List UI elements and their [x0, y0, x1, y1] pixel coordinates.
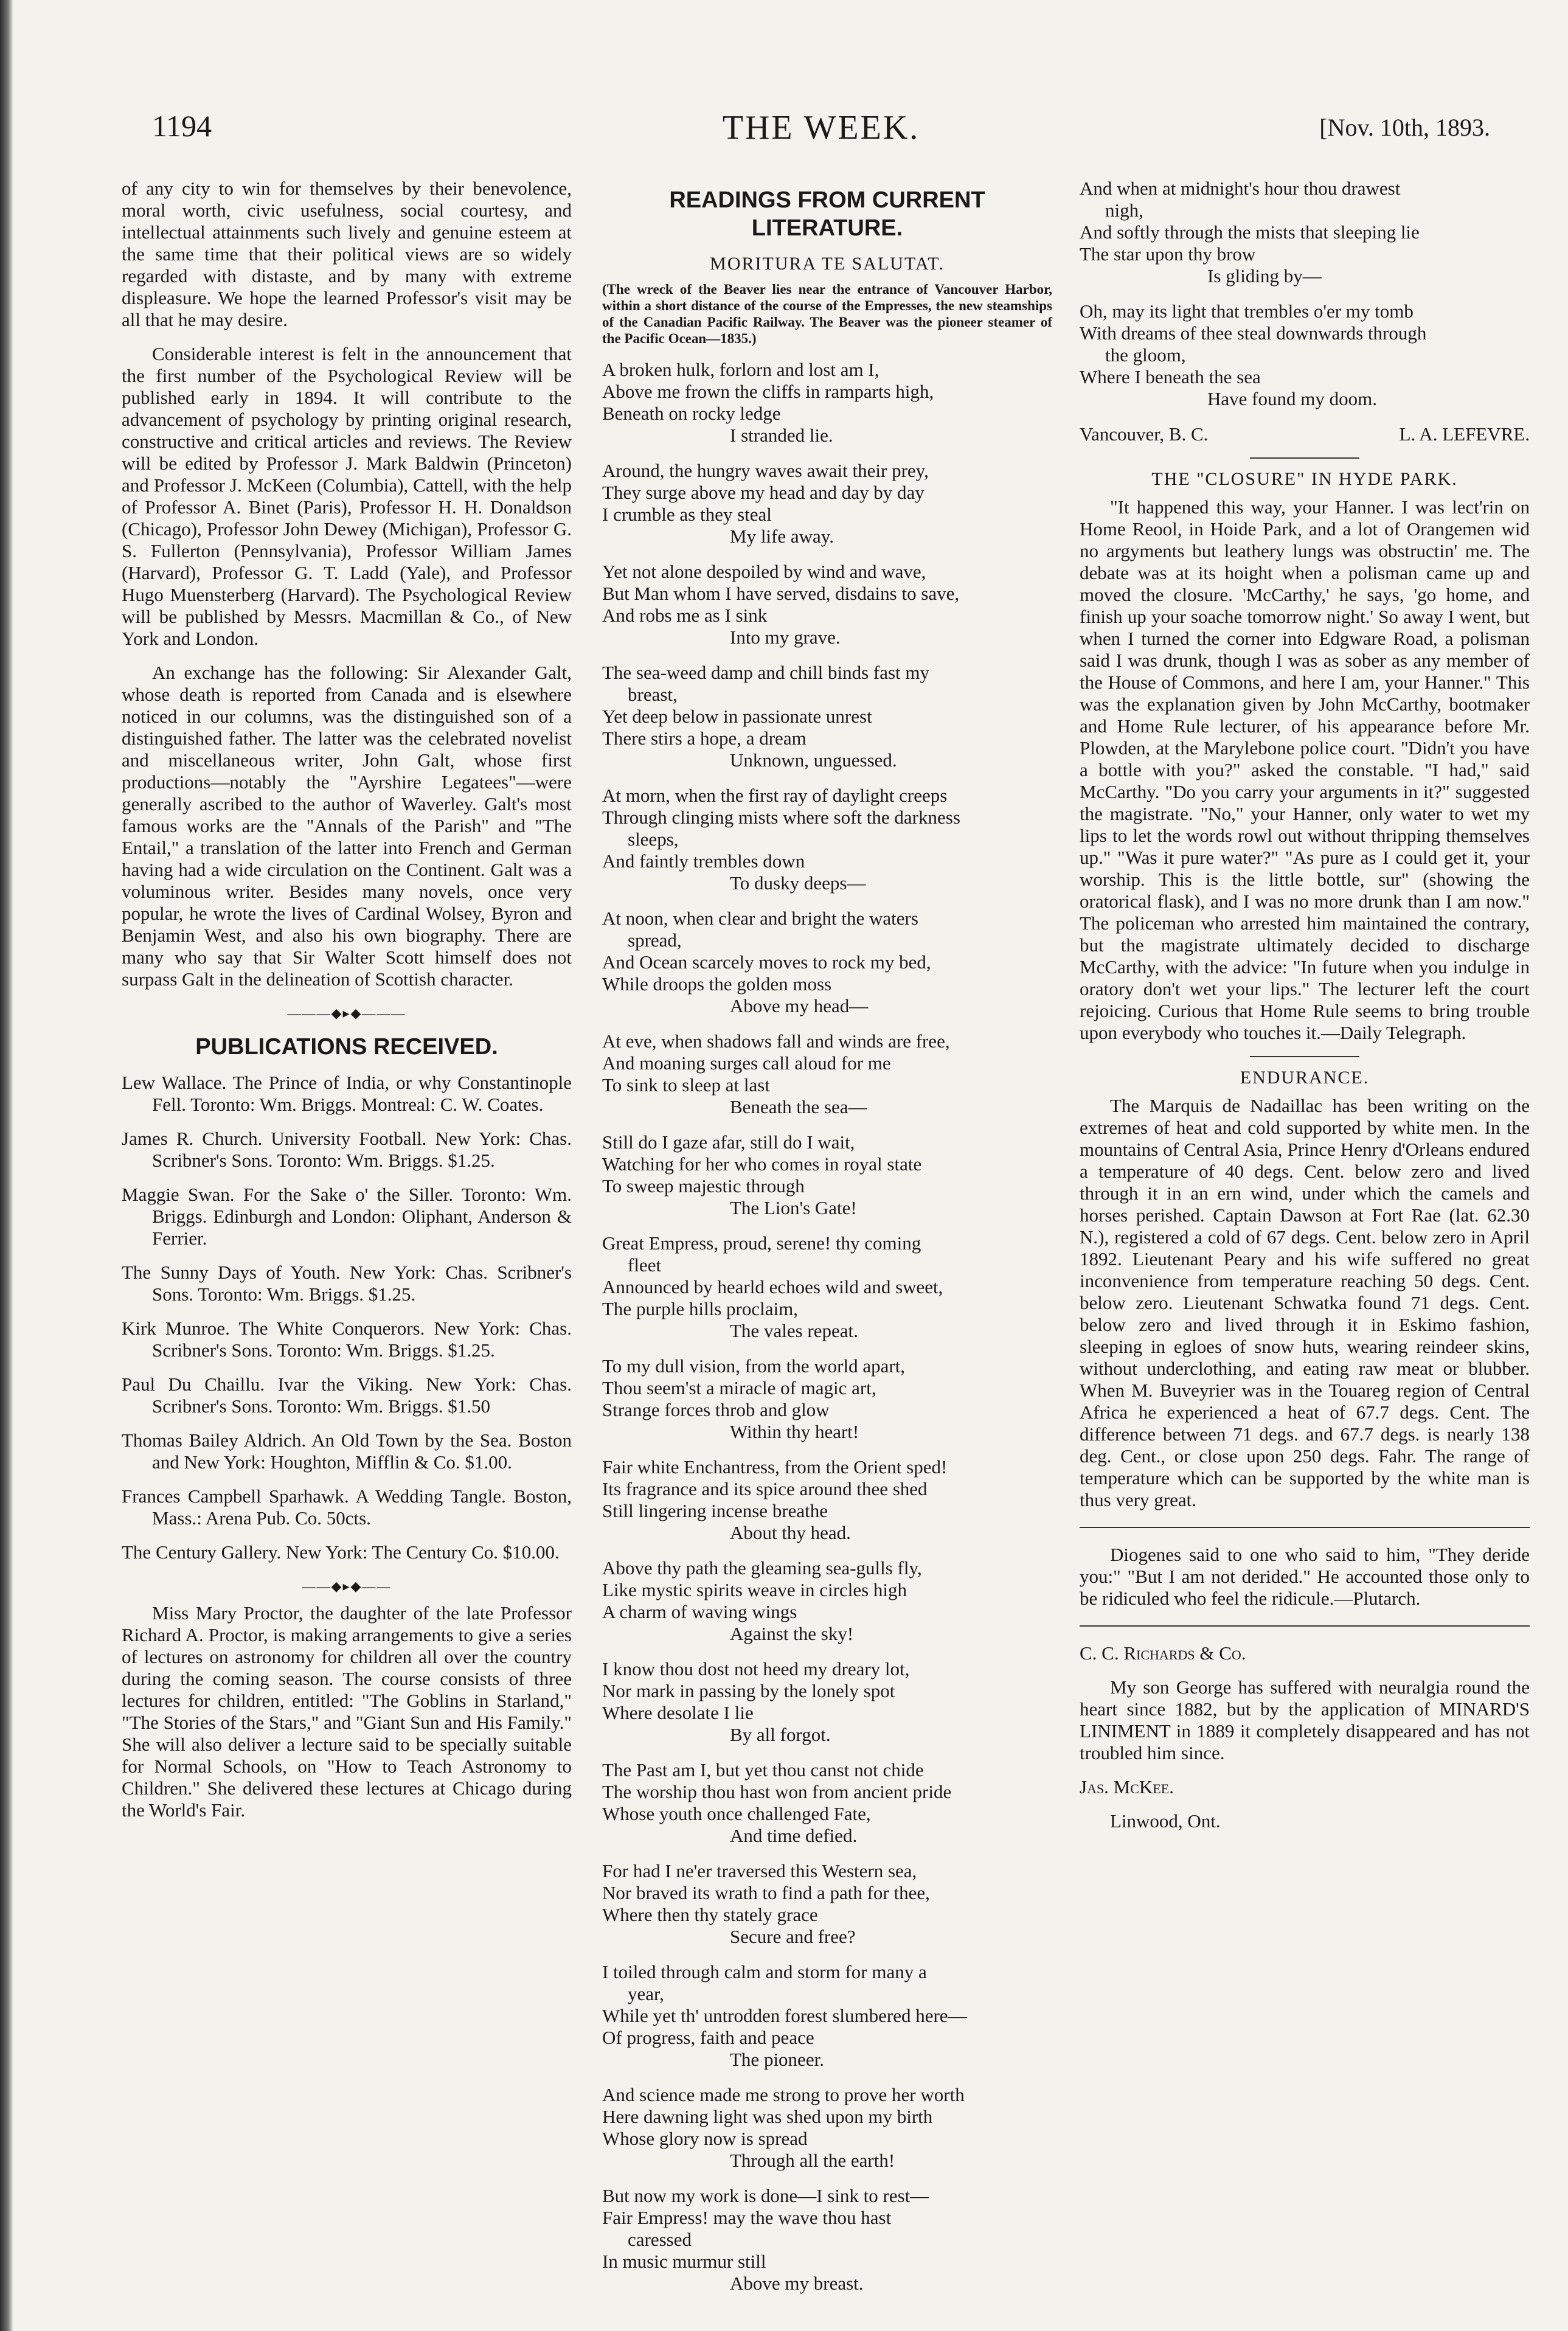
poem-line: About thy head. — [730, 1522, 851, 1543]
column-middle — [602, 178, 1052, 2308]
poem-line: They surge above my head and day by day — [602, 482, 924, 503]
readings-heading: READINGS FROM CURRENT LITERATURE. — [669, 187, 985, 241]
poem-line: Yet deep below in passionate unrest — [602, 706, 872, 727]
poem-line: At noon, when clear and bright the waters — [602, 908, 918, 929]
publications-list — [122, 1072, 572, 1563]
poem-stanza — [602, 1961, 1052, 2071]
poem-stanza — [602, 1456, 1052, 1544]
poem-line: Through clinging mists where soft the darkness — [602, 807, 960, 828]
divider-rule — [1080, 1527, 1530, 1528]
divider-rule — [1250, 1056, 1359, 1057]
poem-line: And faintly trembles down — [602, 850, 805, 872]
poem-line: To sweep majestic through — [602, 1175, 805, 1197]
poem-line: A broken hulk, forlorn and lost am I, — [602, 359, 879, 380]
poem-line: The sea-weed damp and chill binds fast my — [602, 662, 930, 683]
poem-line: Fair white Enchantress, from the Orient sped! — [602, 1456, 948, 1478]
poem-line: Strange forces throb and glow — [602, 1399, 830, 1420]
publication-item: Paul Du Chaillu. Ivar the Viking. New York: Chas. Scribner's Sons. Toronto: Wm. Briggs. $1.50 — [122, 1374, 572, 1417]
poem-stanza — [602, 359, 1052, 446]
poem-line: Nor mark in passing by the lonely spot — [602, 1680, 895, 1701]
poem-line: The pioneer. — [730, 2049, 824, 2070]
publication-item: Thomas Bailey Aldrich. An Old Town by the Sea. Boston and New York: Houghton, Mifflin & Co. $1.00. — [122, 1430, 572, 1473]
page-header — [152, 108, 1490, 157]
ornament-divider: ——◆▸◆—— — [302, 1579, 392, 1594]
poem-line: And time defied. — [730, 1825, 858, 1846]
publication-item: James R. Church. University Football. New York: Chas. Scribner's Sons. Toronto: Wm. Briggs. $1.25. — [122, 1128, 572, 1171]
poem-line: Announced by hearld echoes wild and sweet, — [602, 1276, 943, 1298]
poem-line: Where then thy stately grace — [602, 1904, 818, 1925]
ornament-divider: ———◆▸◆——— — [287, 1006, 406, 1021]
poem-line: I know thou dost not heed my dreary lot, — [602, 1658, 910, 1680]
poem-line: But Man whom I have served, disdains to save, — [602, 583, 960, 604]
poem-line: caressed — [628, 2229, 692, 2250]
poem-stanza — [602, 2185, 1052, 2295]
poem-line: Here dawning light was shed upon my birth — [602, 2106, 933, 2127]
poem-stanza — [1080, 178, 1530, 287]
poem-line: And science made me strong to prove her worth — [602, 2084, 965, 2105]
poem-line: To sink to sleep at last — [602, 1074, 770, 1096]
poem-line: The worship thou hast won from ancient pride — [602, 1781, 952, 1802]
poem-line: Around, the hungry waves await their prey, — [602, 460, 929, 481]
ad-testimonial: My son George has suffered with neuralgia round the heart since 1882, but by the application of MINARD'S LINIMENT in 1889 it completely disappeared and has not troubled him since. — [1080, 1676, 1530, 1763]
poem-line: While yet th' untrodden forest slumbered here— — [602, 2005, 967, 2026]
poem-line: And moaning surges call aloud for me — [602, 1052, 891, 1074]
poem-line: A charm of waving wings — [602, 1601, 797, 1622]
poem-line: To dusky deeps— — [730, 872, 866, 894]
poem-body — [602, 359, 1052, 2295]
poem-stanza — [1080, 300, 1530, 410]
poem-line: year, — [628, 1983, 664, 2004]
poem-line: Unknown, unguessed. — [730, 749, 897, 771]
poem-line: Its fragrance and its spice around thee shed — [602, 1478, 928, 1499]
poem-line: Oh, may its light that trembles o'er my tomb — [1080, 300, 1414, 322]
paragraph-professor-visit: of any city to win for themselves by their benevolence, moral worth, civic usefulness, social courtesy, and intellectual attainments such lively and genuine esteem at the same time that their political views are so widely regarded with distaste, and by many with extreme displeasure. We hope the learned Professor's visit may be all that he may desire. — [122, 178, 572, 330]
poem-line: Great Empress, proud, serene! thy coming — [602, 1232, 921, 1254]
poem-line: For had I ne'er traversed this Western sea, — [602, 1860, 917, 1881]
closure-title: THE "CLOSURE" IN HYDE PARK. — [1151, 469, 1458, 489]
issue-date: [Nov. 10th, 1893. — [1319, 114, 1490, 141]
poem-line: Nor braved its wrath to find a path for thee, — [602, 1882, 930, 1903]
poem-line: The vales repeat. — [730, 1320, 858, 1341]
poem-line: And robs me as I sink — [602, 605, 768, 626]
poem-line: Still lingering incense breathe — [602, 1500, 828, 1521]
paragraph-endurance: The Marquis de Nadaillac has been writing on the extremes of heat and cold supported by white men. In the mountains of Central Asia, Prince Henry d'Orleans endured a temperature of 40 degs. Cent. below zero and lived through it in an ern wind, under which the camels and horses perished. Captain Dawson at Fort Rae (lat. 62.30 N.), registered a cold of 67 degs. Cent. below zero in April 1892. Lieutenant Peary and his wife suffered no great inconvenience from temperature reaching 50 degs. Cent. below zero. Lieutenant Schwatka found 71 degs. Cent. below zero and lived through it in Eskimo fashion, sleeping in egloes of snow huts, wearing reindeer skins, without underclothing, and eating raw meat or blubber. When M. Buveyrier was in the Touareg region of Central Africa he experienced a heat of 67.7 degs. Cent. The difference between 71 degs. and 67.7 degs. is nearly 138 deg. Cent., or close upon 250 degs. Fahr. The range of temperature which can be supported by the white man is thus very great. — [1080, 1095, 1530, 1510]
poem-line: breast, — [628, 684, 678, 705]
poem-line: nigh, — [1105, 200, 1143, 221]
endurance-title: ENDURANCE. — [1240, 1068, 1370, 1088]
poem-line: The Past am I, but yet thou canst not chide — [602, 1759, 924, 1780]
poem-place: Vancouver, B. C. — [1080, 423, 1209, 445]
poem-line: Is gliding by— — [1207, 265, 1322, 287]
poem-line: the gloom, — [1105, 344, 1186, 366]
poem-line: Watching for her who comes in royal state — [602, 1153, 922, 1175]
poem-line: Above my head— — [730, 995, 869, 1016]
poem-line: Above me frown the cliffs in ramparts high, — [602, 381, 934, 402]
publication-item: Maggie Swan. For the Sake o' the Siller. Toronto: Wm. Briggs. Edinburgh and London: Oliphant, Anderson & Ferrier. — [122, 1184, 572, 1249]
poem-line: Like mystic spirits weave in circles high — [602, 1579, 907, 1600]
poem-stanza — [602, 561, 1052, 648]
poem-stanza — [602, 2084, 1052, 2172]
poem-stanza — [602, 908, 1052, 1017]
poem-line: fleet — [628, 1254, 662, 1276]
poem-headnote: (The wreck of the Beaver lies near the entrance of Vancouver Harbor, within a short distance of the course of the Empresses, the new steamships of the Canadian Pacific Railway. The Beaver was the pioneer steamer of the Pacific Ocean—1835.) — [602, 282, 1052, 346]
poem-title: MORITURA TE SALUTAT. — [710, 254, 945, 274]
poem-line: I stranded lie. — [730, 425, 833, 446]
poem-line: But now my work is done—I sink to rest— — [602, 2185, 929, 2206]
publications-heading: PUBLICATIONS RECEIVED. — [195, 1034, 498, 1060]
poem-line: And Ocean scarcely moves to rock my bed, — [602, 951, 931, 973]
poem-line: Secure and free? — [730, 1926, 856, 1947]
poem-line: Have found my doom. — [1207, 388, 1377, 409]
poem-line: Above thy path the gleaming sea-gulls fly, — [602, 1557, 922, 1579]
ad-signature: Jas. McKee. — [1080, 1776, 1174, 1798]
poem-line: And when at midnight's hour thou drawest — [1080, 178, 1401, 199]
publication-item: Lew Wallace. The Prince of India, or why Constantinople Fell. Toronto: Wm. Briggs. Montreal: C. W. Coates. — [122, 1072, 572, 1115]
column-right — [1080, 178, 1530, 1844]
poem-line: Still do I gaze afar, still do I wait, — [602, 1131, 855, 1153]
poem-line: Beneath the sea— — [730, 1096, 867, 1117]
poem-line: Through all the earth! — [730, 2150, 895, 2171]
page-number: 1194 — [152, 109, 212, 143]
poem-line: By all forgot. — [730, 1724, 831, 1745]
publication-item: The Sunny Days of Youth. New York: Chas. Scribner's Sons. Toronto: Wm. Briggs. $1.25. — [122, 1262, 572, 1305]
divider-rule — [1080, 1625, 1530, 1627]
poem-line: At eve, when shadows fall and winds are free, — [602, 1030, 950, 1052]
column-left — [122, 178, 572, 1833]
poem-line: There stirs a hope, a dream — [602, 728, 807, 749]
poem-line: With dreams of thee steal downwards through — [1080, 322, 1427, 344]
poem-continuation — [1080, 178, 1530, 410]
poem-line: Against the sky! — [730, 1623, 854, 1644]
poem-line: Where I beneath the sea — [1080, 366, 1261, 387]
poem-line: Whose youth once challenged Fate, — [602, 1803, 871, 1824]
poem-line: The Lion's Gate! — [730, 1197, 857, 1218]
poem-stanza — [602, 662, 1052, 771]
masthead-title: THE WEEK. — [722, 109, 920, 147]
poem-line: Thou seem'st a miracle of magic art, — [602, 1377, 876, 1398]
poem-line: At morn, when the first ray of daylight creeps — [602, 785, 948, 806]
poem-line: Fair Empress! may the wave thou hast — [602, 2207, 892, 2228]
poem-stanza — [602, 1232, 1052, 1342]
poem-line: Within thy heart! — [730, 1421, 859, 1442]
poem-line: While droops the golden moss — [602, 973, 832, 995]
divider-rule — [1250, 457, 1359, 459]
poem-line: I crumble as they steal — [602, 504, 772, 525]
poem-stanza — [602, 1355, 1052, 1443]
poem-line: Yet not alone despoiled by wind and wave, — [602, 561, 926, 582]
poem-line: spread, — [628, 929, 682, 951]
page-binding-edge — [0, 0, 13, 2331]
poem-stanza — [602, 1131, 1052, 1219]
paragraph-galt: An exchange has the following: Sir Alexander Galt, whose death is reported from Canada and is elsewhere noticed in our columns, was the distinguished son of a distinguished father. The latter was the celebrated novelist and miscellaneous writer, John Galt, whose first productions—notably the "Ayrshire Legatees"—were generally ascribed to the author of Waverley. Galt's most famous works are the "Annals of the Parish" and "The Entail," a translation of the latter into French and German having had a wide circulation on the Continent. Galt was a voluminous writer. Besides many novels, once very popular, he wrote the lives of Cardinal Wolsey, Byron and Benjamin West, and also his own biography. There are many who say that Sir Walter Scott himself does not surpass Galt in the delineation of Scottish character. — [122, 662, 572, 990]
paragraph-diogenes: Diogenes said to one who said to him, "They deride you:" "But I am not derided." He accounted those only to be ridiculed who feel the ridicule.—Plutarch. — [1080, 1544, 1530, 1609]
poem-line: Of progress, faith and peace — [602, 2027, 814, 2048]
poem-line: Where desolate I lie — [602, 1702, 754, 1723]
paragraph-mary-proctor: Miss Mary Proctor, the daughter of the late Professor Richard A. Proctor, is making arrangements to give a series of lectures on astronomy for children all over the country during the coming season. The course consists of three lectures for children, entitled: "The Goblins in Starland," "The Stories of the Stars," and "Giant Sun and His Family." She will also deliver a lecture said to be specially suitable for Normal Schools, on "How to Teach Astronomy to Children." She delivered these lectures at Chicago during the World's Fair. — [122, 1602, 572, 1821]
paragraph-psychological-review: Considerable interest is felt in the announcement that the first number of the Psychological Review will be published early in 1894. It will contribute to the advancement of psychology by printing original research, constructive and critical articles and reviews. The Review will be edited by Professor J. Mark Baldwin (Princeton) and Professor J. McKeen (Columbia), Cattell, with the help of Professor A. Binet (Paris), Professor H. H. Donaldson (Chicago), Professor John Dewey (Michigan), Professor G. S. Fullerton (Pennsylvania), Professor William James (Harvard), Professor G. T. Ladd (Yale), and Professor Hugo Muensterberg (Harvard). The Psychological Review will be published by Messrs. Macmillan & Co., of New York and London. — [122, 343, 572, 649]
publication-item: Frances Campbell Sparhawk. A Wedding Tangle. Boston, Mass.: Arena Pub. Co. 50cts. — [122, 1485, 572, 1529]
poem-line: Above my breast. — [730, 2273, 864, 2294]
poem-line: The purple hills proclaim, — [602, 1298, 798, 1319]
poem-stanza — [602, 1759, 1052, 1847]
poem-line: Beneath on rocky ledge — [602, 403, 781, 424]
poem-signature — [1080, 423, 1530, 445]
poem-line: And softly through the mists that sleeping lie — [1080, 221, 1420, 243]
publication-item: The Century Gallery. New York: The Century Co. $10.00. — [122, 1541, 560, 1563]
poem-line: To my dull vision, from the world apart, — [602, 1355, 906, 1377]
poem-author: L. A. LEFEVRE. — [1399, 423, 1530, 445]
paragraph-closure: "It happened this way, your Hanner. I was lect'rin on Home Reool, in Hoide Park, and a lot of Orangemen wid no argyments but leathery lungs was obstructin' me. The debate was at its hoight when a polisman came up and moved the closure. 'McCarthy,' he says, 'go home, and finish up your soache tomorrow night.' So away I went, but when I turned the corner into Edgware Road, a polisman said I was drunk, though I was as sober as any member of the House of Commons, and here I am, your Hanner." This was the explanation given by John McCarthy, bootmaker and Home Rule lecturer, of his appearance before Mr. Plowden, at the Marylebone police court. "Didn't you have a bottle with you?" asked the constable. "I had," said McCarthy. "Do you carry your arguments in it?" suggested the magistrate. "No," your Hanner, only water to wet my lips to let the words rowl out without thripping themselves up." "Was it pure water?" "As pure as I could get it, your worship. This is the little bottle, sur" (showing the oratorical flask), and I was no more drunk than I am now." The policeman who arrested him maintained the contrary, but the magistrate ultimately decided to discharge McCarthy, with the advice: "In future when you indulge in oratory don't wet your lips." The lecturer left the court rejoicing. Curious that Home Rule seems to bring trouble upon everybody who touches it.—Daily Telegraph. — [1080, 496, 1530, 1043]
poem-line: In music murmur still — [602, 2251, 766, 2272]
poem-stanza — [602, 460, 1052, 547]
ad-place: Linwood, Ont. — [1110, 1810, 1221, 1832]
ad-salutation: C. C. Richards & Co. — [1080, 1642, 1246, 1664]
poem-stanza — [602, 785, 1052, 894]
poem-line: Into my grave. — [730, 627, 841, 648]
poem-stanza — [602, 1658, 1052, 1746]
poem-line: sleeps, — [628, 829, 679, 850]
poem-line: Whose glory now is spread — [602, 2128, 808, 2149]
poem-line: The star upon thy brow — [1080, 243, 1256, 265]
poem-stanza — [602, 1030, 1052, 1118]
poem-line: I toiled through calm and storm for many a — [602, 1961, 927, 1982]
publication-item: Kirk Munroe. The White Conquerors. New York: Chas. Scribner's Sons. Toronto: Wm. Briggs. $1.25. — [122, 1318, 572, 1361]
poem-stanza — [602, 1557, 1052, 1645]
poem-line: My life away. — [730, 526, 834, 547]
poem-stanza — [602, 1860, 1052, 1948]
